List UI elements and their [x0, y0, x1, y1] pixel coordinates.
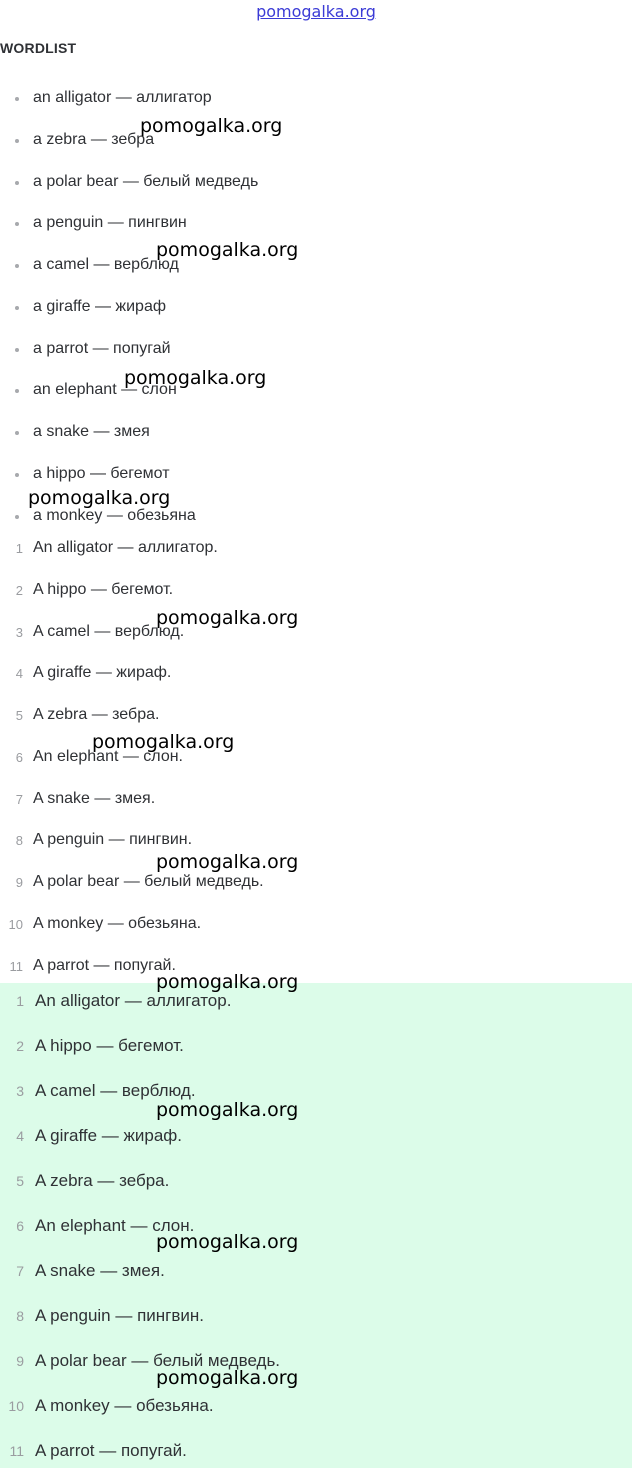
list-item-number: 6: [16, 1218, 24, 1234]
list-item-text: An elephant — слон.: [33, 748, 183, 765]
list-item: [0, 1343, 632, 1387]
list-item: [0, 372, 632, 412]
list-item-number: 7: [16, 1263, 24, 1279]
list-item-text: A zebra — зебра.: [33, 706, 160, 723]
list-item-text: A parrot — попугай.: [33, 957, 176, 974]
list-item-number: 5: [15, 708, 23, 723]
list-item: [0, 1298, 632, 1342]
list-item-number: 11: [9, 959, 23, 974]
list-item: [0, 1118, 632, 1162]
list-item: [0, 414, 632, 454]
bullet-icon: [15, 97, 19, 101]
bullet-icon: [15, 264, 19, 268]
list-item-text: An elephant — слон.: [35, 1216, 195, 1235]
list-item: [0, 122, 632, 162]
watermark: pomogalka.org: [156, 971, 299, 993]
list-item-text: A monkey — обезьяна.: [33, 915, 202, 932]
bullet-icon: [15, 306, 19, 310]
list-item-number: 1: [15, 541, 23, 556]
list-item-text: a penguin — пингвин: [33, 214, 187, 231]
list-item-number: 6: [15, 750, 23, 765]
list-item: [0, 164, 632, 204]
list-item: [0, 864, 632, 904]
bullet-icon: [15, 515, 19, 519]
list-item-text: A hippo — бегемот.: [33, 581, 174, 598]
list-item-number: 11: [9, 1443, 24, 1459]
list-item: [0, 331, 632, 371]
list-item-number: 3: [16, 1083, 24, 1099]
list-item: [0, 572, 632, 612]
list-item: [0, 948, 632, 988]
list-item-text: An alligator — аллигатор.: [33, 539, 218, 556]
list-item-text: A polar bear — белый медведь.: [33, 873, 264, 890]
bullet-icon: [15, 348, 19, 352]
list-item: [0, 614, 632, 654]
list-item-text: a zebra — зебра: [33, 131, 155, 148]
answer-block: [0, 983, 632, 1468]
list-item-text: A zebra — зебра.: [35, 1171, 170, 1190]
list-item: [0, 1163, 632, 1207]
list-item-text: a monkey — обезьяна: [33, 507, 196, 524]
list-item-number: 7: [15, 792, 23, 807]
watermark: pomogalka.org: [28, 487, 171, 509]
list-item-text: A snake — змея.: [33, 790, 156, 807]
list-item-number: 8: [16, 1308, 24, 1324]
list-item-number: 8: [15, 833, 23, 848]
list-item-number: 3: [15, 625, 23, 640]
list-item-text: A penguin — пингвин.: [35, 1306, 205, 1325]
list-item: [0, 781, 632, 821]
watermark: pomogalka.org: [156, 851, 299, 873]
list-item: [0, 205, 632, 245]
list-item-text: an alligator — аллигатор: [33, 89, 212, 106]
list-item: [0, 906, 632, 946]
watermark: pomogalka.org: [156, 607, 299, 629]
list-item-text: A hippo — бегемот.: [35, 1036, 184, 1055]
list-item-text: a giraffe — жираф: [33, 298, 167, 315]
list-item-text: A monkey — обезьяна.: [35, 1396, 214, 1415]
bullet-icon: [15, 431, 19, 435]
list-item-text: An alligator — аллигатор.: [35, 991, 232, 1010]
watermark: pomogalka.org: [156, 1099, 299, 1121]
numbered-list: [0, 530, 632, 980]
site-link[interactable]: pomogalka.org: [256, 2, 376, 21]
list-item: [0, 983, 632, 1027]
list-item-number: 4: [16, 1128, 24, 1144]
list-item: [0, 1208, 632, 1252]
list-item: [0, 530, 632, 570]
list-item-number: 4: [15, 666, 23, 681]
list-item-text: A giraffe — жираф.: [33, 664, 172, 681]
list-item: [0, 1388, 632, 1432]
list-item: [0, 289, 632, 329]
list-item-text: a parrot — попугай: [33, 340, 171, 357]
list-item: [0, 822, 632, 862]
list-item: [0, 247, 632, 287]
list-item-text: a snake — змея: [33, 423, 150, 440]
list-item-number: 10: [8, 917, 23, 932]
list-item-text: A snake — змея.: [35, 1261, 165, 1280]
watermark: pomogalka.org: [140, 115, 283, 137]
bullet-icon: [15, 222, 19, 226]
list-item: [0, 80, 632, 120]
list-item-text: A penguin — пингвин.: [33, 831, 193, 848]
watermark: pomogalka.org: [156, 239, 299, 261]
bullet-icon: [15, 139, 19, 143]
list-item-text: A camel — верблюд.: [33, 623, 185, 640]
list-item: [0, 1073, 632, 1117]
list-item-number: 2: [15, 583, 23, 598]
list-item-text: A polar bear — белый медведь.: [35, 1351, 281, 1370]
list-item-text: a camel — верблюд: [33, 256, 179, 273]
watermark: pomogalka.org: [92, 731, 235, 753]
list-item: [0, 1253, 632, 1297]
list-item-number: 10: [8, 1398, 24, 1414]
bullet-icon: [15, 473, 19, 477]
list-item-number: 1: [16, 993, 24, 1009]
list-item-text: an elephant — слон: [33, 381, 177, 398]
list-item-text: A giraffe — жираф.: [35, 1126, 182, 1145]
list-item-text: A camel — верблюд.: [35, 1081, 196, 1100]
list-item-number: 9: [16, 1353, 24, 1369]
watermark: pomogalka.org: [156, 1367, 299, 1389]
wordlist-heading: WORDLIST: [0, 40, 77, 56]
list-item: [0, 1433, 632, 1477]
list-item-number: 9: [15, 875, 23, 890]
list-item-number: 2: [16, 1038, 24, 1054]
bullet-icon: [15, 389, 19, 393]
list-item-text: a polar bear — белый медведь: [33, 173, 259, 190]
list-item-text: a hippo — бегемот: [33, 465, 170, 482]
list-item: [0, 1028, 632, 1072]
list-item-number: 5: [16, 1173, 24, 1189]
bullet-icon: [15, 181, 19, 185]
watermark: pomogalka.org: [124, 367, 267, 389]
list-item: [0, 655, 632, 695]
watermark: pomogalka.org: [156, 1231, 299, 1253]
list-item-text: A parrot — попугай.: [35, 1441, 187, 1460]
